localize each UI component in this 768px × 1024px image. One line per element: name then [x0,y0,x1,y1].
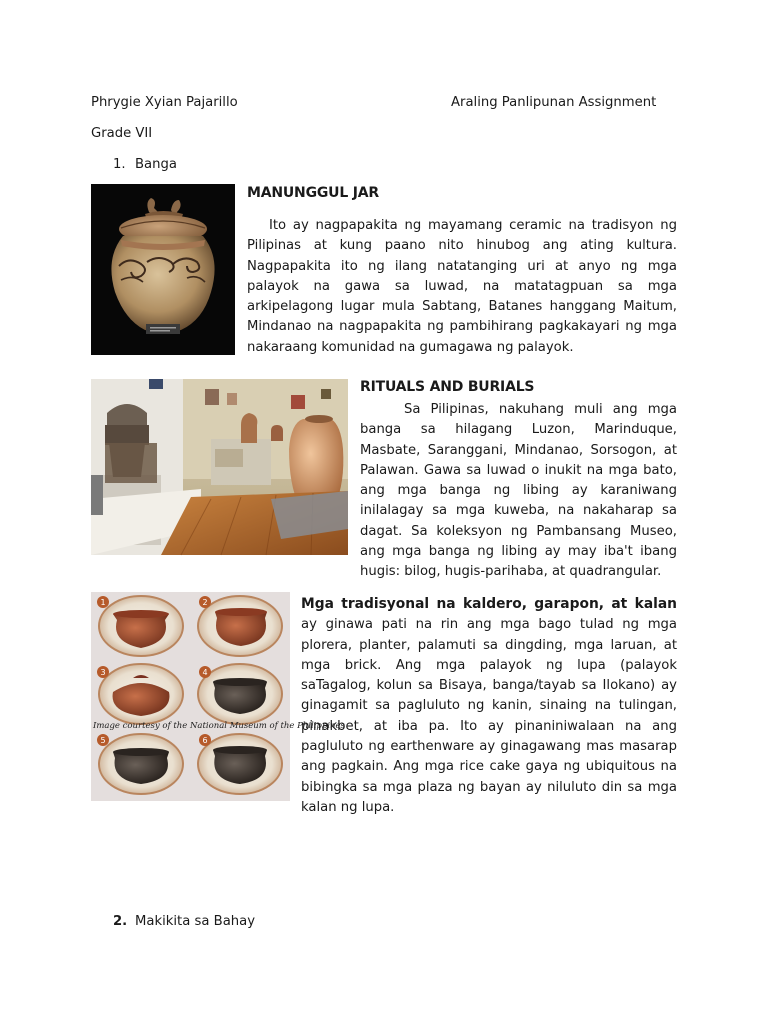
section-title-manunggul: MANUNGGUL JAR [247,185,379,201]
assignment-title: Araling Panlipunan Assignment [451,95,657,110]
list-item [113,157,177,172]
museum-burial-jars-photo [91,379,348,555]
pot-number: 3 [100,668,106,677]
section-body-pots [301,594,677,818]
pot-number: 6 [202,736,208,745]
section-title-pots: Mga tradisyonal na kaldero, garapon, at kalan [301,596,677,612]
pot-number: 5 [100,736,106,745]
manunggul-jar-photo [91,184,235,355]
list-number: 1. [113,157,126,172]
pot-number: 2 [202,598,208,607]
list-number: 2. [113,914,128,929]
section-title-rituals: RITUALS AND BURIALS [360,379,535,395]
section-body-manunggul: Ito ay nagpapakita ng mayamang ceramic na tradisyon ng Pilipinas at kung paano nito hinubog ang ating kultura. Nagpapakita ito ng ilang natatanging uri at anyo ng mga palayok na gawa sa luwad, na matatagpuan sa mga arkipelagong lugar mula Sabtang, Batanes hanggang Maitum, Mindanao na nagpapakita ng pambihirang pagkakayari ng mga nakaraang komunidad na gumagawa ng palayok. [247,218,677,355]
grade-level: Grade VII [91,126,153,141]
author-name: Phrygie Xyian Pajarillo [91,95,238,110]
image-caption: Image courtesy of the National Museum of the Philippines [93,721,345,731]
section-body-pots-text: ay ginawa pati na rin ang mga bago tulad ng mga plorera, planter, palamuti sa dingding, mga laruan, at mga brick. Ang mga palayok ng lupa (palayok saTagalog, kolun sa Bisaya, banga/tayab sa Ilokano) ay ginagamit sa pagluluto ng kanin, sinaing na tulingan, pinakbet, at iba pa. Ito ay pinaniniwalaan na ang pagluluto ng earthenware ay ginagawang mas masarap ang pagkain. Ang mga rice cake gaya ng ubiquitous na bibingka sa mga plaza ng bayan ay niluluto din sa mga kalan ng lupa. [301,617,677,815]
list-item [113,914,255,929]
pot-number: 4 [202,668,208,677]
list-label: Banga [135,157,177,172]
list-label: Makikita sa Bahay [135,914,256,929]
pot-number: 1 [100,598,106,607]
clay-pots-grid-photo [91,592,345,801]
section-body-rituals: Sa Pilipinas, nakuhang muli ang mga banga sa hilagang Luzon, Marinduque, Masbate, Saranggani, Mindanao, Sorsogon, at Palawan. Gawa sa luwad o inukit na mga bato, ang mga banga ng libing ay karaniwang inilalagay sa mga kuweba, na nakaharap sa dagat. Sa koleksyon ng Pambansang Museo, ang mga banga ng libing ay may iba't ibang hugis: bilog, hugis-parihaba, at quadrangular. [360,402,677,580]
